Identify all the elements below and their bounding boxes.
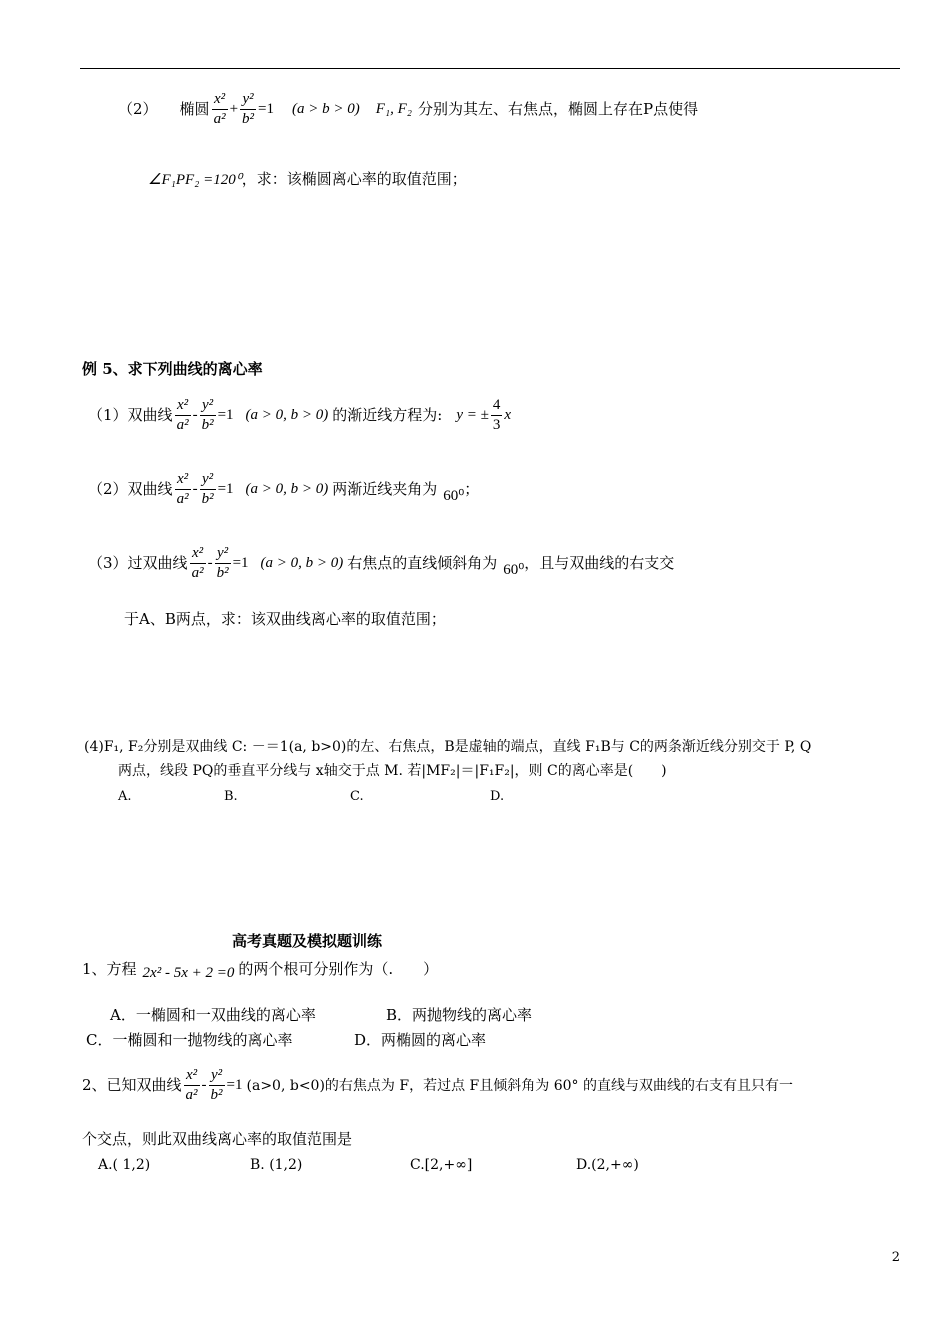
ex5-item4-option-a: A. (118, 789, 132, 804)
gaokao-heading: 高考真题及模拟题训练 (232, 932, 383, 950)
ex5-item4-option-d: D. (490, 789, 505, 804)
gaokao-q2-option-b: B. (1,2) (250, 1157, 303, 1173)
q2-number: （2） (118, 100, 158, 118)
gaokao-q1: 1、方程 2x² - 5x + 2 =0 的两个根可分别作为（. ） (82, 960, 439, 981)
fraction-y2-b2: $\frac{\text{y²}}{\text{b²}}$ (210, 1067, 223, 1103)
gaokao-q2-option-d: D.(2,+∞) (576, 1157, 639, 1173)
fraction-y2-b2: $\frac{\text{y²}}{\text{b²}}$ (216, 545, 229, 581)
asymptote-eq: y = ± (456, 407, 489, 423)
q2-prev-line1: （2） 椭圆 $\frac{\text{x²}}{\text{a²}}$ + $\frac{\text{y²}}{\text{b²}}$ =1 (a > b > 0) F₁, F₂ 分别为其左、右焦点，椭圆上存在P点使得 (118, 91, 699, 127)
fraction-x2-a2: $\frac{\text{x²}}{\text{a²}}$ (191, 545, 204, 581)
ex5-item4-line1: (4)F₁, F₂分别是双曲线 C: －＝1(a, b>0)的左、右焦点，B是虚轴的端点，直线 F₁B与 C的两条渐近线分别交于 P, Q (84, 739, 812, 755)
ex5-item3-line2: 于A、B两点，求：该双曲线离心率的取值范围； (124, 610, 446, 628)
fraction-4-3: $\frac{4}{3}$ (492, 397, 501, 433)
ex5-item1: （1） 双曲线 $\frac{\text{x²}}{\text{a²}}$ - $\frac{\text{y²}}{\text{b²}}$ =1 (a > 0, b > 0) 的渐近线方程为: y = ± $\frac{4}{3}$ x (88, 397, 512, 433)
q2-ask: ，求：该椭圆离心率的取值范围； (241, 170, 467, 188)
q2-foci: F₁, F₂ (375, 101, 412, 117)
gaokao-q2-option-a: A.( 1,2) (98, 1157, 151, 1173)
fraction-x2-a2: $\frac{\text{x²}}{\text{a²}}$ (185, 1067, 198, 1103)
header-rule (80, 68, 900, 69)
q2-angle: ∠F₁PF₂ =120⁰ (148, 172, 242, 188)
gaokao-q1-option-a: A．一椭圆和一双曲线的离心率 (110, 1006, 316, 1024)
ex5-item2: （2） 双曲线 $\frac{\text{x²}}{\text{a²}}$ - $\frac{\text{y²}}{\text{b²}}$ =1 (a > 0, b > 0) 两渐近线夹角为 60⁰ ； (88, 471, 480, 507)
gaokao-q1-option-c: C．一椭圆和一抛物线的离心率 (86, 1031, 293, 1049)
gaokao-q1-option-b: B．两抛物线的离心率 (386, 1006, 533, 1024)
gaokao-q2: 2、已知双曲线 $\frac{\text{x²}}{\text{a²}}$ - $\frac{\text{y²}}{\text{b²}}$ =1 (a>0, b<0)的右焦点为 F，若过点 F且倾斜角为 60° 的直线与双曲线的右支有且只有一 (82, 1067, 793, 1103)
q2-prev-line2 (148, 172, 467, 188)
ex5-item3: （3） 过双曲线 $\frac{\text{x²}}{\text{a²}}$ - $\frac{\text{y²}}{\text{b²}}$ =1 (a > 0, b > 0) 右焦点的直线倾斜角为 60⁰ ，且与双曲线的右支交 (88, 545, 675, 581)
q2-tail: 分别为其左、右焦点，椭圆上存在P点使得 (418, 100, 699, 118)
ex5-item4-option-b: B. (224, 789, 238, 804)
fraction-x2-a2: $\frac{\text{x²}}{\text{a²}}$ (176, 471, 189, 507)
ex5-item4-option-c: C. (350, 789, 364, 804)
page-number: 2 (891, 1250, 900, 1265)
fraction-x2-a2: $\frac{\text{x²}}{\text{a²}}$ (176, 397, 189, 433)
fraction-y2-b2: $\frac{\text{y²}}{\text{b²}}$ (201, 397, 214, 433)
gaokao-q2-option-c: C.[2,+∞] (410, 1157, 473, 1173)
q2-condition: (a > b > 0) (292, 101, 360, 117)
gaokao-q1-option-d: D．两椭圆的离心率 (354, 1031, 487, 1049)
ex5-item4-line2: 两点，线段 PQ的垂直平分线与 x轴交于点 M. 若|MF₂|＝|F₁F₂|，则 C的离心率是( ) (118, 763, 667, 779)
gaokao-q2-line2: 个交点，则此双曲线离心率的取值范围是 (82, 1130, 353, 1148)
fraction-y2-b2: $\frac{\text{y²}}{\text{b²}}$ (201, 471, 214, 507)
example5-title: 例 5、求下列曲线的离心率 (82, 360, 263, 378)
q2-lead: 椭圆 (179, 100, 210, 118)
fraction-y2-b2: $\frac{\text{y²}}{\text{b²}}$ (242, 91, 255, 127)
fraction-x2-a2: $\frac{\text{x²}}{\text{a²}}$ (213, 91, 226, 127)
